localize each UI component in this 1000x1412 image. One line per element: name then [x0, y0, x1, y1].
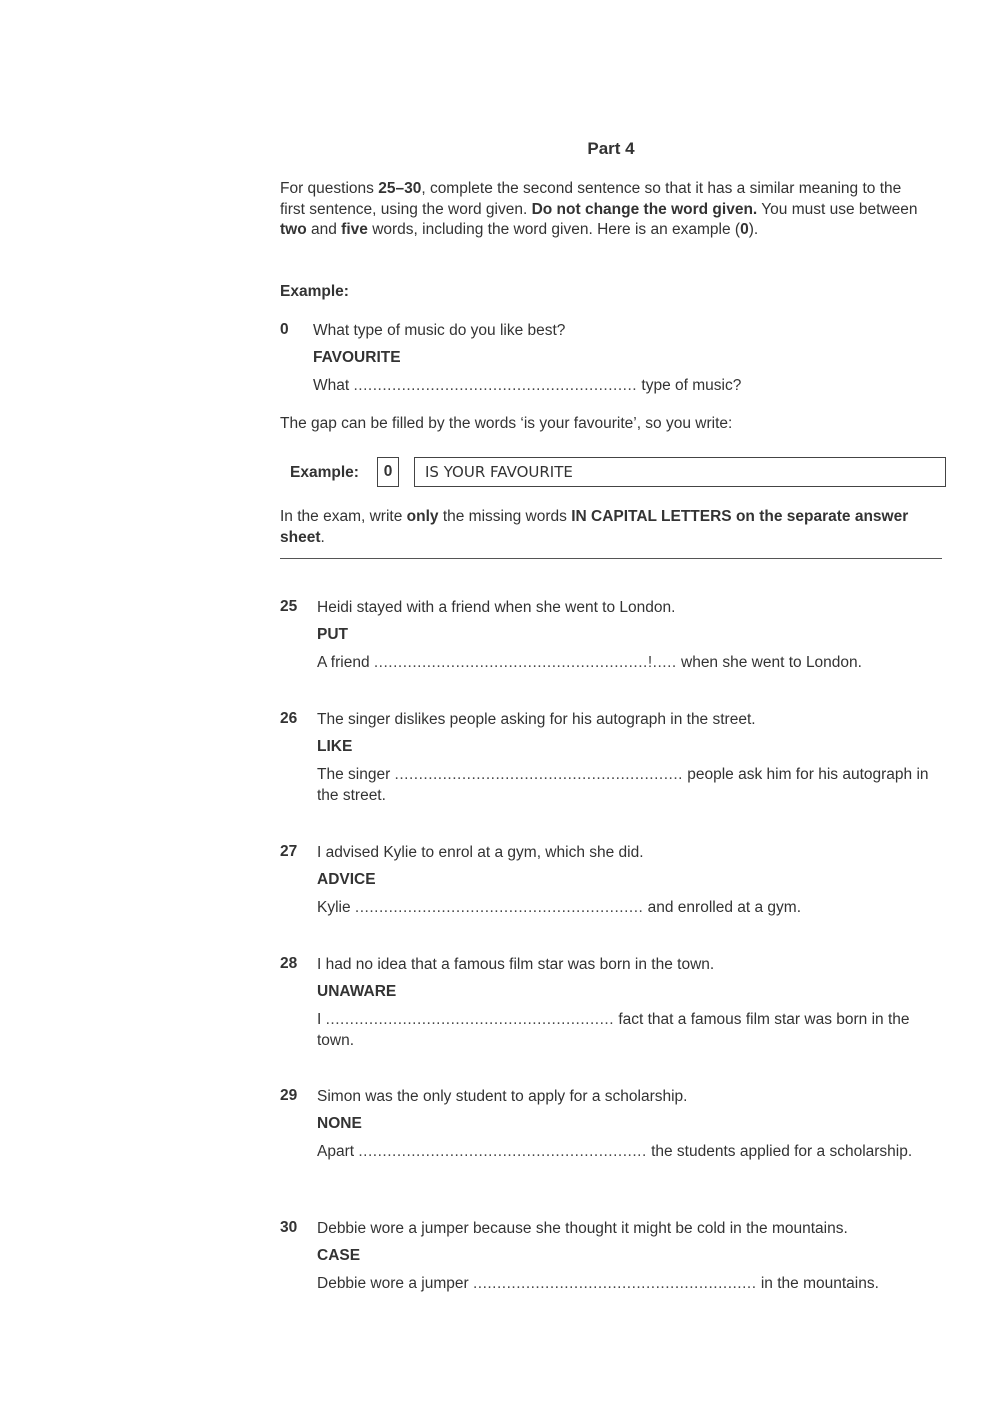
question-sentence: Heidi stayed with a friend when she went to London. [317, 599, 676, 616]
question-number: 29 [280, 1087, 298, 1104]
example-box [290, 457, 940, 489]
answer-end: type of music? [641, 377, 742, 394]
question-keyword: NONE [317, 1115, 362, 1132]
question-body [317, 598, 945, 673]
answer-end: the students applied for a scholarship. [651, 1143, 913, 1160]
section-divider [280, 558, 942, 559]
question-body [317, 710, 945, 806]
question-keyword: UNAWARE [317, 983, 397, 1000]
example-box-label: Example: [290, 464, 359, 481]
question-keyword: CASE [317, 1247, 361, 1264]
answer-end: when she went to London. [681, 654, 862, 671]
question-answer-line [317, 1009, 945, 1051]
question-sentence: Simon was the only student to apply for a scholarship. [317, 1088, 688, 1105]
answer-gap[interactable]: ........................................................... [472, 1275, 757, 1292]
example-box-number: 0 [377, 457, 399, 487]
question-number: 0 [280, 321, 289, 338]
question-number: 27 [280, 843, 298, 860]
question-number: 25 [280, 598, 298, 615]
question-sentence: The singer dislikes people asking for his autograph in the street. [317, 711, 756, 728]
question-sentence: What type of music do you like best? [313, 322, 566, 339]
answer-start: I [317, 1011, 322, 1028]
question-number: 26 [280, 710, 298, 727]
answer-end: fact that a famous film star was born in the town. [317, 1011, 910, 1049]
question-keyword: FAVOURITE [313, 349, 401, 366]
question-answer-line [317, 764, 945, 806]
question-number: 30 [280, 1219, 298, 1236]
question-keyword: LIKE [317, 738, 353, 755]
question-answer-line [317, 652, 945, 673]
answer-end: people ask him for his autograph in the street. [317, 766, 929, 804]
answer-gap[interactable]: .........................................................!..... [373, 654, 677, 671]
answer-start: The singer [317, 766, 391, 783]
answer-end: and enrolled at a gym. [647, 899, 801, 916]
question-number: 28 [280, 955, 298, 972]
answer-gap[interactable]: ............................................................ [325, 1011, 615, 1028]
question-answer-line [313, 375, 941, 396]
example-box-answer: IS YOUR FAVOURITE [414, 457, 946, 487]
question-sentence: Debbie wore a jumper because she thought it might be cold in the mountains. [317, 1220, 848, 1237]
exam-note: In the exam, write only the missing words IN CAPITAL LETTERS on the separate answer sheet. [280, 508, 909, 546]
answer-start: A friend [317, 654, 370, 671]
question-body [317, 1087, 945, 1162]
instructions: For questions 25–30, complete the second sentence so that it has a similar meaning to the first sentence, using the word given. Do not change the word given. You must use between two and five words, including the word given. Here is an example (0). [280, 180, 918, 238]
answer-gap[interactable]: ............................................................ [354, 899, 644, 916]
question-keyword: ADVICE [317, 871, 376, 888]
example-heading: Example: [280, 283, 349, 300]
answer-end: in the mountains. [760, 1275, 879, 1292]
question-body [317, 843, 945, 918]
answer-start: Kylie [317, 899, 351, 916]
question-answer-line [317, 897, 945, 918]
question-body [313, 321, 941, 396]
answer-start: Apart [317, 1143, 355, 1160]
question-answer-line [317, 1273, 945, 1294]
answer-start: What [313, 377, 350, 394]
question-keyword: PUT [317, 626, 348, 643]
answer-gap[interactable]: ............................................................ [358, 1143, 647, 1160]
answer-gap[interactable]: ............................................................ [394, 766, 683, 783]
question-body [317, 1219, 945, 1294]
answer-start: Debbie wore a jumper [317, 1275, 469, 1292]
question-sentence: I advised Kylie to enrol at a gym, which she did. [317, 844, 644, 861]
question-answer-line [317, 1141, 945, 1162]
answer-gap: ........................................................... [353, 377, 638, 394]
question-sentence: I had no idea that a famous film star was born in the town. [317, 956, 715, 973]
gap-note: The gap can be filled by the words ‘is your favourite’, so you write: [280, 415, 733, 432]
question-body [317, 955, 945, 1051]
part-title: Part 4 [587, 139, 635, 158]
